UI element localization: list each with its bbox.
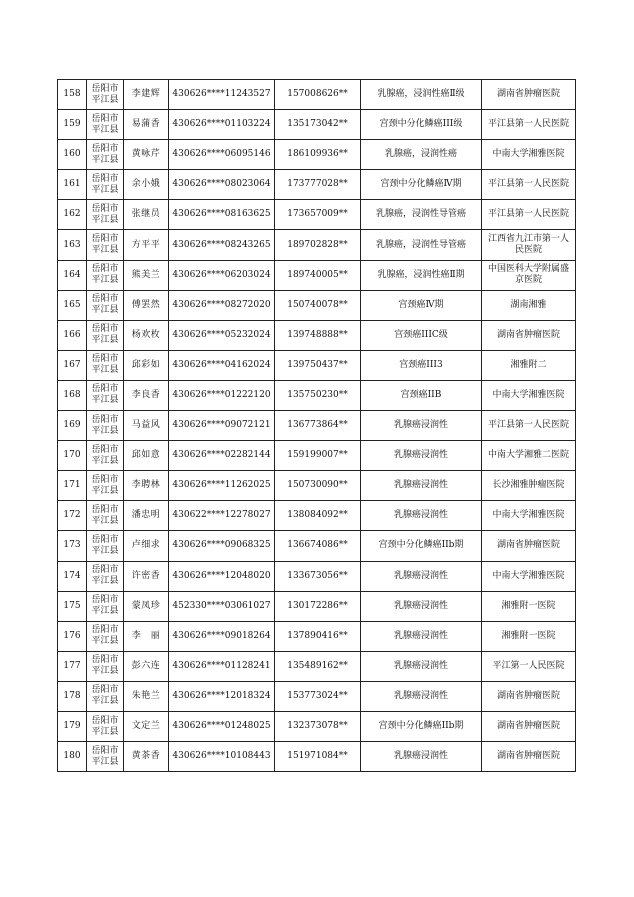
row-number-cell: 174: [58, 561, 87, 591]
city-label: 岳阳市: [91, 474, 119, 485]
phone-cell: 150730090**: [275, 471, 361, 501]
city-label: 岳阳市: [91, 715, 119, 726]
row-number-cell: 158: [58, 80, 87, 110]
region-cell: [87, 320, 124, 350]
phone-cell: 189740005**: [275, 260, 361, 290]
table-row: [58, 711, 576, 741]
name-cell: 朱艳兰: [124, 681, 169, 711]
diagnosis-cell: 宫颈中分化鳞癌IIb期: [361, 711, 482, 741]
diagnosis-cell: 乳腺癌浸润性: [361, 411, 482, 441]
diagnosis-cell: 宫颈癌IIB: [361, 380, 482, 410]
name-cell: 傅罢然: [124, 290, 169, 320]
hospital-cell: 平江县第一人民医院: [482, 110, 576, 140]
county-label: 平江县: [91, 214, 119, 225]
id-number-cell: 430626****10108443: [169, 742, 275, 772]
hospital-cell: 中南大学湘雅医院: [482, 140, 576, 170]
city-label: 岳阳市: [91, 444, 119, 455]
table-row: [58, 140, 576, 170]
hospital-cell: 中南大学湘雅二医院: [482, 441, 576, 471]
phone-cell: 136773864**: [275, 411, 361, 441]
name-cell: 李良香: [124, 380, 169, 410]
region-cell: [87, 230, 124, 260]
city-label: 岳阳市: [91, 504, 119, 515]
city-label: 岳阳市: [91, 83, 119, 94]
records-table: [57, 79, 576, 772]
row-number-cell: 167: [58, 350, 87, 380]
phone-cell: 151971084**: [275, 742, 361, 772]
county-label: 平江县: [91, 696, 119, 707]
city-label: 岳阳市: [91, 745, 119, 756]
name-cell: 文定兰: [124, 711, 169, 741]
phone-cell: 153773024**: [275, 681, 361, 711]
diagnosis-cell: 宫颈中分化鳞癌Ⅳ期: [361, 170, 482, 200]
city-label: 岳阳市: [91, 414, 119, 425]
hospital-cell: 湖南省肿瘤医院: [482, 711, 576, 741]
city-label: 岳阳市: [91, 143, 119, 154]
region-cell: [87, 501, 124, 531]
id-number-cell: 430626****12048020: [169, 561, 275, 591]
region-cell: [87, 591, 124, 621]
region-cell: [87, 441, 124, 471]
hospital-cell: 湖南省肿瘤医院: [482, 531, 576, 561]
county-label: 平江县: [91, 726, 119, 737]
region-cell: [87, 651, 124, 681]
city-label: 岳阳市: [91, 113, 119, 124]
diagnosis-cell: 乳腺癌浸润性: [361, 471, 482, 501]
city-label: 岳阳市: [91, 595, 119, 606]
county-label: 平江县: [91, 184, 119, 195]
hospital-cell: 中南大学湘雅医院: [482, 501, 576, 531]
id-number-cell: 430626****08023064: [169, 170, 275, 200]
id-number-cell: 430626****01103224: [169, 110, 275, 140]
diagnosis-cell: 乳腺癌浸润性: [361, 591, 482, 621]
row-number-cell: 165: [58, 290, 87, 320]
row-number-cell: 159: [58, 110, 87, 140]
county-label: 平江县: [91, 94, 119, 105]
county-label: 平江县: [91, 636, 119, 647]
id-number-cell: 430626****02282144: [169, 441, 275, 471]
id-number-cell: 430626****04162024: [169, 350, 275, 380]
id-number-cell: 430626****12018324: [169, 681, 275, 711]
region-cell: [87, 200, 124, 230]
row-number-cell: 177: [58, 651, 87, 681]
county-label: 平江县: [91, 756, 119, 767]
table-row: [58, 561, 576, 591]
id-number-cell: 430626****05232024: [169, 320, 275, 350]
city-label: 岳阳市: [91, 625, 119, 636]
phone-cell: 135173042**: [275, 110, 361, 140]
row-number-cell: 178: [58, 681, 87, 711]
name-cell: 易蒲香: [124, 110, 169, 140]
diagnosis-cell: 乳腺癌浸润性: [361, 742, 482, 772]
id-number-cell: 452330****03061027: [169, 591, 275, 621]
row-number-cell: 168: [58, 380, 87, 410]
table-row: [58, 621, 576, 651]
phone-cell: 133673056**: [275, 561, 361, 591]
table-row: [58, 170, 576, 200]
hospital-cell: 湖南湘雅: [482, 290, 576, 320]
county-label: 平江县: [91, 545, 119, 556]
name-cell: 李建辉: [124, 80, 169, 110]
county-label: 平江县: [91, 425, 119, 436]
row-number-cell: 170: [58, 441, 87, 471]
name-cell: 邱彩如: [124, 350, 169, 380]
city-label: 岳阳市: [91, 685, 119, 696]
id-number-cell: 430626****01128241: [169, 651, 275, 681]
county-label: 平江县: [91, 335, 119, 346]
phone-cell: 150740078**: [275, 290, 361, 320]
region-cell: [87, 170, 124, 200]
id-number-cell: 430626****09018264: [169, 621, 275, 651]
name-cell: 张继员: [124, 200, 169, 230]
table-row: [58, 110, 576, 140]
phone-cell: 135750230**: [275, 380, 361, 410]
row-number-cell: 171: [58, 471, 87, 501]
row-number-cell: 164: [58, 260, 87, 290]
county-label: 平江县: [91, 124, 119, 135]
row-number-cell: 176: [58, 621, 87, 651]
hospital-cell: 平江县第一人民医院: [482, 170, 576, 200]
diagnosis-cell: 宫颈癌IIIC级: [361, 320, 482, 350]
city-label: 岳阳市: [91, 354, 119, 365]
name-cell: 熊美兰: [124, 260, 169, 290]
city-label: 岳阳市: [91, 264, 119, 275]
diagnosis-cell: 乳腺癌，浸润性导管癌: [361, 200, 482, 230]
name-cell: 黄茶香: [124, 742, 169, 772]
table-row: [58, 651, 576, 681]
region-cell: [87, 531, 124, 561]
city-label: 岳阳市: [91, 203, 119, 214]
id-number-cell: 430626****08163625: [169, 200, 275, 230]
name-cell: 李 丽: [124, 621, 169, 651]
phone-cell: 173777028**: [275, 170, 361, 200]
diagnosis-cell: 乳腺癌浸润性: [361, 621, 482, 651]
region-cell: [87, 621, 124, 651]
phone-cell: 186109936**: [275, 140, 361, 170]
city-label: 岳阳市: [91, 565, 119, 576]
table-row: [58, 380, 576, 410]
county-label: 平江县: [91, 245, 119, 256]
region-cell: [87, 350, 124, 380]
table-row: [58, 290, 576, 320]
region-cell: [87, 742, 124, 772]
region-cell: [87, 711, 124, 741]
row-number-cell: 173: [58, 531, 87, 561]
table-row: [58, 80, 576, 110]
id-number-cell: 430626****06095146: [169, 140, 275, 170]
table-row: [58, 531, 576, 561]
hospital-cell: 平江县第一人民医院: [482, 200, 576, 230]
diagnosis-cell: 宫颈中分化鳞癌IIb期: [361, 531, 482, 561]
row-number-cell: 166: [58, 320, 87, 350]
id-number-cell: 430622****12278027: [169, 501, 275, 531]
row-number-cell: 161: [58, 170, 87, 200]
county-label: 平江县: [91, 515, 119, 526]
phone-cell: 136674086**: [275, 531, 361, 561]
phone-cell: 137890416**: [275, 621, 361, 651]
hospital-cell: 湘雅附一医院: [482, 591, 576, 621]
name-cell: 卢细求: [124, 531, 169, 561]
diagnosis-cell: 宫颈中分化鳞癌III级: [361, 110, 482, 140]
diagnosis-cell: 乳腺癌，浸润性癌Ⅱ期: [361, 260, 482, 290]
hospital-cell: 湘雅附一医院: [482, 621, 576, 651]
hospital-cell: 长沙湘雅肿瘤医院: [482, 471, 576, 501]
county-label: 平江县: [91, 365, 119, 376]
id-number-cell: 430626****08272020: [169, 290, 275, 320]
region-cell: [87, 110, 124, 140]
county-label: 平江县: [91, 154, 119, 165]
table-row: [58, 591, 576, 621]
hospital-cell: 中国医科大学附属盛京医院: [482, 260, 576, 290]
diagnosis-cell: 乳腺癌，浸润性癌Ⅱ级: [361, 80, 482, 110]
city-label: 岳阳市: [91, 234, 119, 245]
name-cell: 方平平: [124, 230, 169, 260]
diagnosis-cell: 乳腺癌浸润性: [361, 681, 482, 711]
name-cell: 黄咏芹: [124, 140, 169, 170]
name-cell: 潘忠明: [124, 501, 169, 531]
name-cell: 马益风: [124, 411, 169, 441]
region-cell: [87, 380, 124, 410]
phone-cell: 132373078**: [275, 711, 361, 741]
region-cell: [87, 140, 124, 170]
county-label: 平江县: [91, 305, 119, 316]
county-label: 平江县: [91, 455, 119, 466]
phone-cell: 130172286**: [275, 591, 361, 621]
region-cell: [87, 471, 124, 501]
hospital-cell: 湘雅附二: [482, 350, 576, 380]
diagnosis-cell: 乳腺癌浸润性: [361, 501, 482, 531]
row-number-cell: 180: [58, 742, 87, 772]
id-number-cell: 430626****09072121: [169, 411, 275, 441]
id-number-cell: 430626****08243265: [169, 230, 275, 260]
region-cell: [87, 80, 124, 110]
county-label: 平江县: [91, 666, 119, 677]
row-number-cell: 169: [58, 411, 87, 441]
table-row: [58, 320, 576, 350]
city-label: 岳阳市: [91, 384, 119, 395]
row-number-cell: 175: [58, 591, 87, 621]
row-number-cell: 179: [58, 711, 87, 741]
table-body: [58, 80, 576, 772]
hospital-cell: 湖南省肿瘤医院: [482, 80, 576, 110]
id-number-cell: 430626****01248025: [169, 711, 275, 741]
table-row: [58, 230, 576, 260]
county-label: 平江县: [91, 576, 119, 587]
phone-cell: 189702828**: [275, 230, 361, 260]
region-cell: [87, 260, 124, 290]
table-row: [58, 441, 576, 471]
diagnosis-cell: 乳腺癌，浸润性导管癌: [361, 230, 482, 260]
region-cell: [87, 681, 124, 711]
hospital-cell: 中南大学湘雅医院: [482, 380, 576, 410]
city-label: 岳阳市: [91, 534, 119, 545]
phone-cell: 139748888**: [275, 320, 361, 350]
name-cell: 余小娥: [124, 170, 169, 200]
county-label: 平江县: [91, 275, 119, 286]
diagnosis-cell: 乳腺癌浸润性: [361, 441, 482, 471]
diagnosis-cell: 宫颈癌III3: [361, 350, 482, 380]
name-cell: 许密香: [124, 561, 169, 591]
city-label: 岳阳市: [91, 294, 119, 305]
table-row: [58, 411, 576, 441]
city-label: 岳阳市: [91, 173, 119, 184]
table-row: [58, 742, 576, 772]
name-cell: 李聘林: [124, 471, 169, 501]
phone-cell: 139750437**: [275, 350, 361, 380]
table-row: [58, 200, 576, 230]
id-number-cell: 430626****06203024: [169, 260, 275, 290]
hospital-cell: 江西省九江市第一人民医院: [482, 230, 576, 260]
id-number-cell: 430626****01222120: [169, 380, 275, 410]
diagnosis-cell: 乳腺癌浸润性: [361, 651, 482, 681]
hospital-cell: 湖南省肿瘤医院: [482, 681, 576, 711]
name-cell: 蒙凤珍: [124, 591, 169, 621]
phone-cell: 159199007**: [275, 441, 361, 471]
table-row: [58, 350, 576, 380]
county-label: 平江县: [91, 606, 119, 617]
region-cell: [87, 561, 124, 591]
region-cell: [87, 290, 124, 320]
table-row: [58, 681, 576, 711]
name-cell: 彭六连: [124, 651, 169, 681]
county-label: 平江县: [91, 485, 119, 496]
hospital-cell: 平江第一人民医院: [482, 651, 576, 681]
table-row: [58, 501, 576, 531]
phone-cell: 157008626**: [275, 80, 361, 110]
hospital-cell: 中南大学湘雅医院: [482, 561, 576, 591]
hospital-cell: 湖南省肿瘤医院: [482, 320, 576, 350]
row-number-cell: 162: [58, 200, 87, 230]
row-number-cell: 160: [58, 140, 87, 170]
name-cell: 杨欢枚: [124, 320, 169, 350]
hospital-cell: 湖南省肿瘤医院: [482, 742, 576, 772]
phone-cell: 138084092**: [275, 501, 361, 531]
diagnosis-cell: 乳腺癌浸润性: [361, 561, 482, 591]
city-label: 岳阳市: [91, 324, 119, 335]
diagnosis-cell: 乳腺癌，浸润性癌: [361, 140, 482, 170]
table-row: [58, 471, 576, 501]
id-number-cell: 430626****11262025: [169, 471, 275, 501]
id-number-cell: 430626****11243527: [169, 80, 275, 110]
diagnosis-cell: 宫颈癌Ⅳ期: [361, 290, 482, 320]
region-cell: [87, 411, 124, 441]
table-row: [58, 260, 576, 290]
row-number-cell: 163: [58, 230, 87, 260]
hospital-cell: 平江县第一人民医院: [482, 411, 576, 441]
phone-cell: 135489162**: [275, 651, 361, 681]
id-number-cell: 430626****09068325: [169, 531, 275, 561]
phone-cell: 173657009**: [275, 200, 361, 230]
row-number-cell: 172: [58, 501, 87, 531]
county-label: 平江县: [91, 395, 119, 406]
name-cell: 邱如意: [124, 441, 169, 471]
city-label: 岳阳市: [91, 655, 119, 666]
